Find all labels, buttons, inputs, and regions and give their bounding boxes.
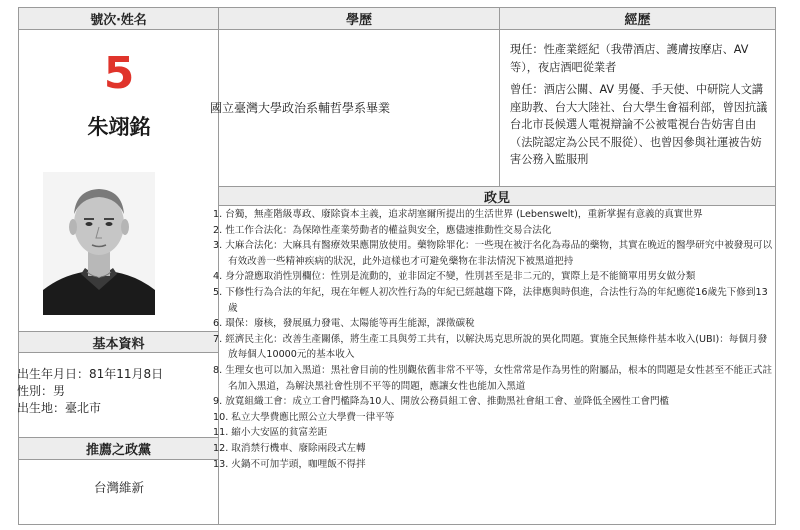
experience-current: 現任：性產業經紀（我帶酒店、護膚按摩店、AV等），夜店酒吧從業者 bbox=[510, 43, 749, 74]
party-name: 台灣維新 bbox=[93, 480, 144, 495]
candidate-number: 5 bbox=[103, 48, 135, 99]
header-party: 推薦之政黨 bbox=[19, 438, 218, 459]
header-basic-info: 基本資料 bbox=[19, 332, 218, 352]
gender: 性別：男 bbox=[17, 384, 66, 398]
header-number-name: 號次‧姓名 bbox=[19, 8, 218, 29]
policy-item: 13. 火鍋不可加芋頭，咖哩飯不得拌 bbox=[213, 458, 366, 470]
policy-list bbox=[213, 207, 773, 472]
header-experience: 經歷 bbox=[500, 8, 775, 29]
policy-item: 5. 下修性行為合法的年紀，現在年輕人初次性行為的年紀已經越趨下降，法律應與時俱進，合法性行為的年紀應從16歲先下修到13歲 bbox=[213, 286, 768, 314]
policy-item: 9. 放寬組織工會：成立工會門檻降為10人、開放公務員組工會、推動黑社會組工會、並降低全國性工會門檻 bbox=[213, 396, 670, 408]
policy-item: 6. 環保：廢核，發展風力發電、太陽能等再生能源，課徵碳稅 bbox=[213, 318, 475, 330]
policy-item: 10. 私立大學費應比照公立大學費一律平等 bbox=[213, 411, 395, 423]
education-text: 國立臺灣大學政治系輔哲學系畢業 bbox=[210, 101, 391, 115]
policy-item: 7. 經濟民主化：改善生產關係，將生產工具與勞工共有，以解決馬克思所說的異化問題。實施全民無條件基本收入(UBI)：每個月發放每個人10000元的基本收入 bbox=[213, 333, 768, 361]
policy-item: 3. 大麻合法化：大麻具有醫療效果應開放使用。藥物除罪化：一些現在被汙名化為毒品的藥物，其實在晚近的醫學研究中被發現可以有效改善一些精神疾病的狀況，此外這樣也才可避免藥物在非法情況下被黑道把持 bbox=[213, 240, 773, 267]
birthplace: 出生地：臺北市 bbox=[17, 401, 102, 415]
header-policies: 政見 bbox=[219, 187, 775, 205]
policy-item: 4. 身分證應取消性別欄位：性別是流動的，並非固定不變，性別甚至是非二元的，實際上是不能簡單用男女做分類 bbox=[213, 271, 696, 283]
policy-item: 12. 取消禁行機車、廢除兩段式左轉 bbox=[213, 442, 366, 454]
experience-past: 曾任：酒店公關、AV 男優、手天使、中研院人文講座助教、台大大陸社、台大學生會福利部，曾因抗議台北市長候選人電視辯論不公被電視台告妨害自由（法院認定為公民不服從）、也曾因參與社運被告妨害公務入監服刑 bbox=[510, 83, 768, 166]
policy-item: 8. 生理女也可以加入黑道：黑社會目前的性別觀依舊非常不平等，女性常常是作為男性的附屬品，根本的問題是女性甚至不能正式註名加入黑道，為解決黑社會性別不平等的問題，應讓女性也能加入黑道 bbox=[213, 364, 773, 392]
candidate-name: 朱翊銘 bbox=[87, 115, 151, 139]
policy-item: 1. 台獨，無產階級專政、廢除資本主義，追求胡塞爾所提出的生活世界 (Lebenswelt)，重新掌握有意義的真實世界 bbox=[213, 209, 703, 220]
experience-block bbox=[510, 41, 772, 174]
candidate-photo bbox=[43, 172, 155, 315]
basic-info-block bbox=[17, 366, 163, 417]
policy-item: 11. 縮小大安區的貧富差距 bbox=[213, 427, 328, 439]
header-education: 學歷 bbox=[219, 8, 499, 29]
policy-item: 2. 性工作合法化：為保障性產業勞動者的權益與安全，應儘速推動性交易合法化 bbox=[213, 224, 552, 236]
birthdate: 出生年月日：81年11月8日 bbox=[17, 367, 164, 381]
